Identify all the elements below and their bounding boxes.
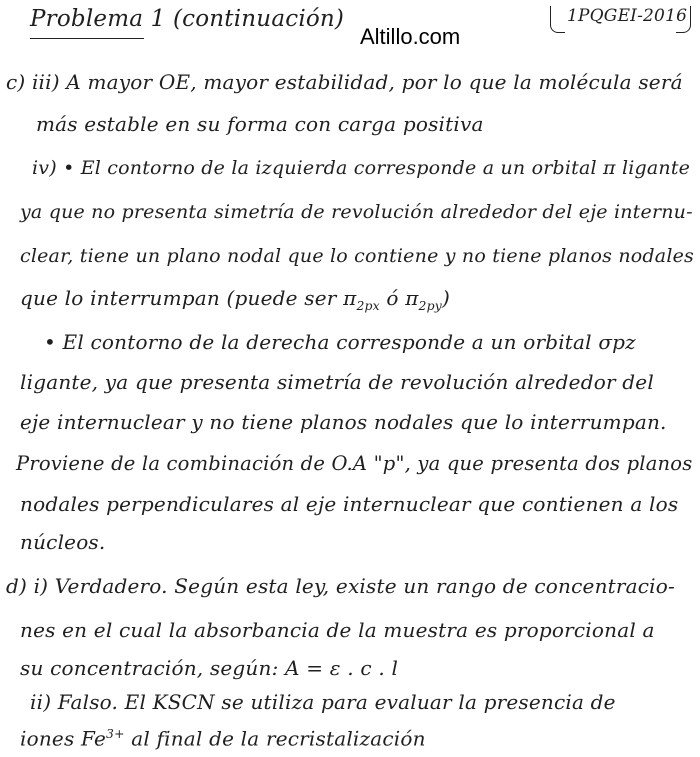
text-line: ligante, ya que presenta simetría de revolución alrededor del [20,370,654,394]
text-line: Proviene de la combinación de O.A "p", ya que presenta dos planos [16,452,693,475]
page-title: Problema 1 (continuación) [30,6,345,32]
text-line: que lo interrumpan (puede ser π [20,286,357,310]
subscript: 2py [418,298,442,313]
exam-code: 1PQGEI-2016 [567,6,688,26]
text-line: eje internuclear y no tiene planos nodales que lo interrumpan. [20,410,667,434]
text-line: iv) • El contorno de la izquierda corresponde a un orbital π ligante [32,157,691,179]
text-line: ya que no presenta simetría de revolución alrededor del eje internu- [20,201,693,223]
subscript: 2px [356,298,380,313]
text-fragment: ) [441,286,450,310]
superscript: 3+ [106,726,125,741]
text-line-orbitals [20,286,450,313]
title-underline [30,38,144,39]
exam-code-bracket-right [676,6,691,33]
text-line: más estable en su forma con carga positiva [36,112,484,136]
text-line: su concentración, según: A = ε . c . l [20,656,399,680]
text-line: iones Fe [20,726,106,751]
text-line: c) iii) A mayor OE, mayor estabilidad, por lo que la molécula será [6,70,683,94]
text-fragment: ó π [379,286,419,310]
text-line: ii) Falso. El KSCN se utiliza para evaluar la presencia de [30,690,616,714]
text-line: nes en el cual la absorbancia de la muestra es proporcional a [20,618,655,642]
text-line-iron [20,726,426,751]
text-fragment: al final de la recristalización [124,726,426,751]
text-line: núcleos. [20,530,106,554]
text-line: clear, tiene un plano nodal que lo contiene y no tiene planos nodales [20,245,694,267]
text-line: • El contorno de la derecha corresponde a un orbital σpz [44,330,636,354]
text-line: d) i) Verdadero. Según esta ley, existe un rango de concentracio- [6,574,675,598]
exam-code-bracket-left [550,6,565,33]
text-line: nodales perpendiculares al eje internuclear que contienen a los [20,492,679,516]
site-watermark: Altillo.com [360,24,461,49]
